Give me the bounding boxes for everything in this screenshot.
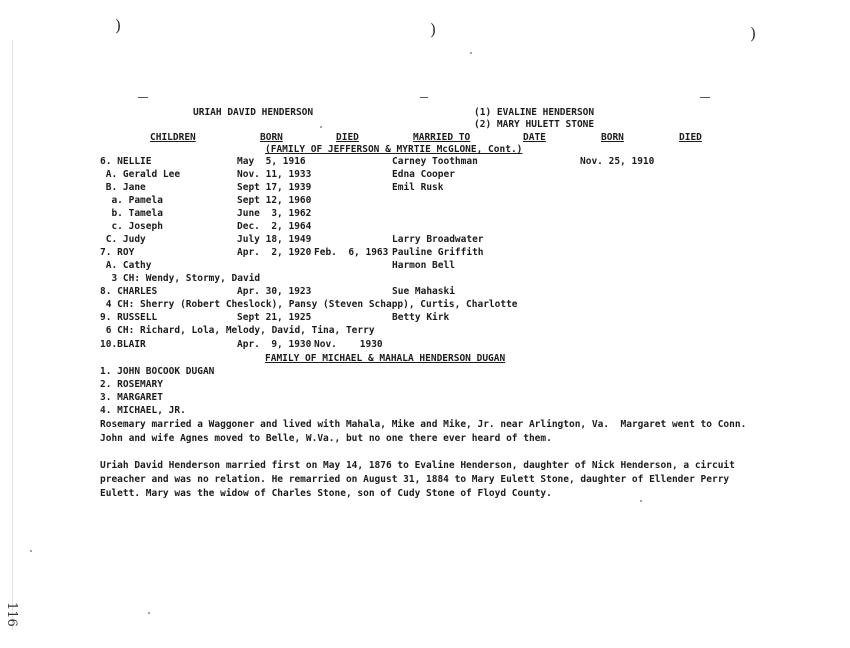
row-married: Betty Kirk — [392, 312, 450, 323]
family-1-title: (FAMILY OF JEFFERSON & MYRTIE McGLONE, Cont.) — [265, 144, 523, 155]
row-married: Pauline Griffith — [392, 247, 484, 258]
note-line: John and wife Agnes moved to Belle, W.Va., but no one there ever heard of them. — [100, 433, 552, 444]
row-child: A. Gerald Lee — [100, 169, 181, 180]
row-married: Sue Mahaski — [392, 286, 455, 297]
row-married: Carney Toothman — [392, 156, 478, 167]
row-born: May 5, 1916 — [237, 156, 306, 167]
row-child: 6 CH: Richard, Lola, Melody, David, Tina, Terry — [100, 325, 375, 336]
note-line: preacher and was no relation. He remarried on August 31, 1884 to Mary Eulett Stone, daughter of Ellender Perry — [100, 474, 730, 485]
list-item: 3. MARGARET — [100, 392, 163, 403]
speck — [148, 612, 150, 614]
col-married-to: MARRIED TO — [413, 132, 471, 143]
header-person: URIAH DAVID HENDERSON — [193, 107, 314, 118]
row-married: Emil Rusk — [392, 182, 444, 193]
list-item: 2. ROSEMARY — [100, 379, 163, 390]
row-child: b. Tamela — [100, 208, 163, 219]
row-born: Apr. 30, 1923 — [237, 286, 312, 297]
punch-mark-center: ) — [430, 20, 437, 39]
note-line: Eulett. Mary was the widow of Charles Stone, son of Cudy Stone of Floyd County. — [100, 488, 552, 499]
row-born: Dec. 2, 1964 — [237, 221, 312, 232]
row-died: Nov. 1930 — [314, 339, 383, 350]
speck — [640, 500, 642, 502]
header-spouse-2: (2) MARY HULETT STONE — [474, 119, 595, 130]
row-born: Apr. 2, 1920 — [237, 247, 312, 258]
row-died: Feb. 6, 1963 — [314, 247, 389, 258]
row-child: B. Jane — [100, 182, 146, 193]
row-child: 7. ROY — [100, 247, 135, 258]
speck — [470, 52, 472, 54]
speck — [30, 550, 32, 552]
row-born: June 3, 1962 — [237, 208, 312, 219]
family-2-title: FAMILY OF MICHAEL & MAHALA HENDERSON DUGAN — [265, 353, 506, 364]
row-born: Apr. 9, 1930 — [237, 339, 312, 350]
row-child: 6. NELLIE — [100, 156, 152, 167]
row-born: Sept 17, 1939 — [237, 182, 312, 193]
header-dash-right — [700, 97, 710, 98]
header-spouse-1: (1) EVALINE HENDERSON — [474, 107, 595, 118]
header-dash-left — [138, 97, 148, 98]
row-child: 8. CHARLES — [100, 286, 158, 297]
speck — [320, 126, 322, 128]
punch-mark-right: ) — [750, 24, 757, 43]
list-item: 4. MICHAEL, JR. — [100, 405, 186, 416]
row-child: 4 CH: Sherry (Robert Cheslock), Pansy (Steven Schapp), Curtis, Charlotte — [100, 299, 518, 310]
page-edge-line — [12, 40, 13, 630]
row-born: Sept 12, 1960 — [237, 195, 312, 206]
col-date: DATE — [523, 132, 546, 143]
row-date: Nov. 25, 1910 — [580, 156, 655, 167]
row-born: Sept 21, 1925 — [237, 312, 312, 323]
col-died-2: DIED — [679, 132, 702, 143]
col-children: CHILDREN — [150, 132, 196, 143]
header-dash-center — [420, 97, 428, 98]
col-died: DIED — [336, 132, 359, 143]
row-child: 10.BLAIR — [100, 339, 146, 350]
page-number: 116 — [4, 602, 19, 627]
row-married: Harmon Bell — [392, 260, 455, 271]
row-child: c. Joseph — [100, 221, 163, 232]
col-born-2: BORN — [601, 132, 624, 143]
row-married: Edna Cooper — [392, 169, 455, 180]
row-child: a. Pamela — [100, 195, 163, 206]
list-item: 1. JOHN BOCOOK DUGAN — [100, 366, 215, 377]
col-born: BORN — [260, 132, 283, 143]
note-line: Uriah David Henderson married first on May 14, 1876 to Evaline Henderson, daughter of Nick Henderson, a circuit — [100, 460, 735, 471]
row-child: A. Cathy — [100, 260, 152, 271]
row-married: Larry Broadwater — [392, 234, 484, 245]
row-child: C. Judy — [100, 234, 146, 245]
punch-mark-left: ) — [115, 16, 122, 35]
row-born: Nov. 11, 1933 — [237, 169, 312, 180]
row-child: 3 CH: Wendy, Stormy, David — [100, 273, 261, 284]
row-born: July 18, 1949 — [237, 234, 312, 245]
row-child: 9. RUSSELL — [100, 312, 158, 323]
note-line: Rosemary married a Waggoner and lived with Mahala, Mike and Mike, Jr. near Arlington, Va. Margaret went to Conn. — [100, 419, 747, 430]
